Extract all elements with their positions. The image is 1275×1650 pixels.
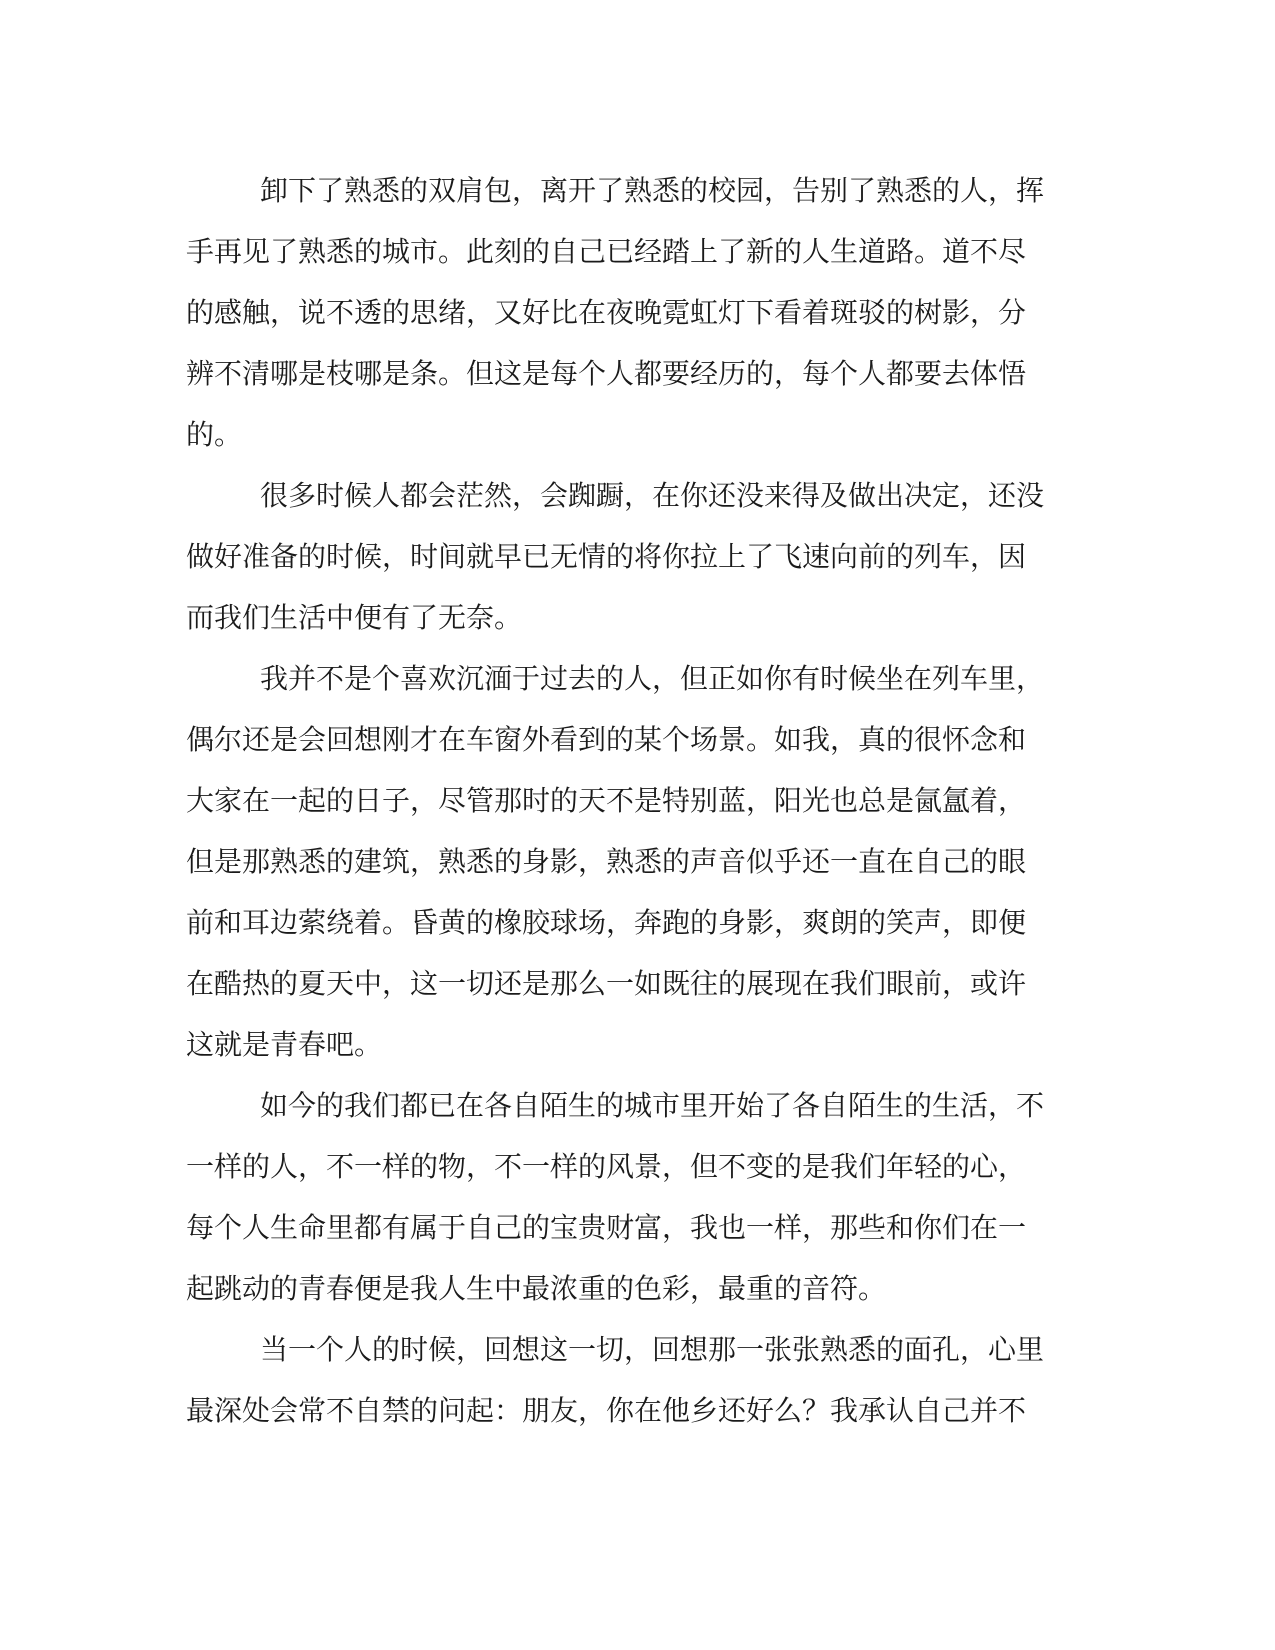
text-line: 一样的人，不一样的物，不一样的风景，但不变的是我们年轻的心，	[186, 1150, 1027, 1183]
text-line: 而我们生活中便有了无奈。	[186, 601, 523, 634]
text-line: 辨不清哪是枝哪是条。但这是每个人都要经历的，每个人都要去体悟	[186, 357, 1027, 390]
text-line: 前和耳边萦绕着。昏黄的橡胶球场，奔跑的身影，爽朗的笑声，即便	[186, 906, 1027, 939]
text-line: 偶尔还是会回想刚才在车窗外看到的某个场景。如我，真的很怀念和	[186, 723, 1027, 756]
text-line: 但是那熟悉的建筑，熟悉的身影，熟悉的声音似乎还一直在自己的眼	[186, 845, 1027, 878]
text-line: 这就是青春吧。	[186, 1028, 383, 1061]
text-line: 大家在一起的日子，尽管那时的天不是特别蓝，阳光也总是氤氲着，	[186, 784, 1027, 817]
text-line: 当一个人的时候，回想这一切，回想那一张张熟悉的面孔，心里	[260, 1333, 1045, 1366]
text-line: 在酷热的夏天中，这一切还是那么一如既往的展现在我们眼前，或许	[186, 967, 1027, 1000]
text-line: 最深处会常不自禁的问起：朋友，你在他乡还好么？我承认自己并不	[186, 1394, 1027, 1427]
text-line: 手再见了熟悉的城市。此刻的自己已经踏上了新的人生道路。道不尽	[186, 235, 1027, 268]
document-body	[186, 160, 1054, 1441]
text-line: 如今的我们都已在各自陌生的城市里开始了各自陌生的生活，不	[260, 1089, 1045, 1122]
text-line: 起跳动的青春便是我人生中最浓重的色彩，最重的音符。	[186, 1272, 887, 1305]
text-line: 做好准备的时候，时间就早已无情的将你拉上了飞速向前的列车，因	[186, 540, 1027, 573]
text-line: 我并不是个喜欢沉湎于过去的人，但正如你有时候坐在列车里，	[260, 662, 1045, 695]
text-line: 每个人生命里都有属于自己的宝贵财富，我也一样，那些和你们在一	[186, 1211, 1027, 1244]
text-line: 的。	[186, 418, 243, 451]
text-line: 卸下了熟悉的双肩包，离开了熟悉的校园，告别了熟悉的人，挥	[260, 174, 1045, 207]
text-line: 的感触，说不透的思绪，又好比在夜晚霓虹灯下看着斑驳的树影，分	[186, 296, 1027, 329]
text-line: 很多时候人都会茫然，会踟蹰，在你还没来得及做出决定，还没	[260, 479, 1045, 512]
